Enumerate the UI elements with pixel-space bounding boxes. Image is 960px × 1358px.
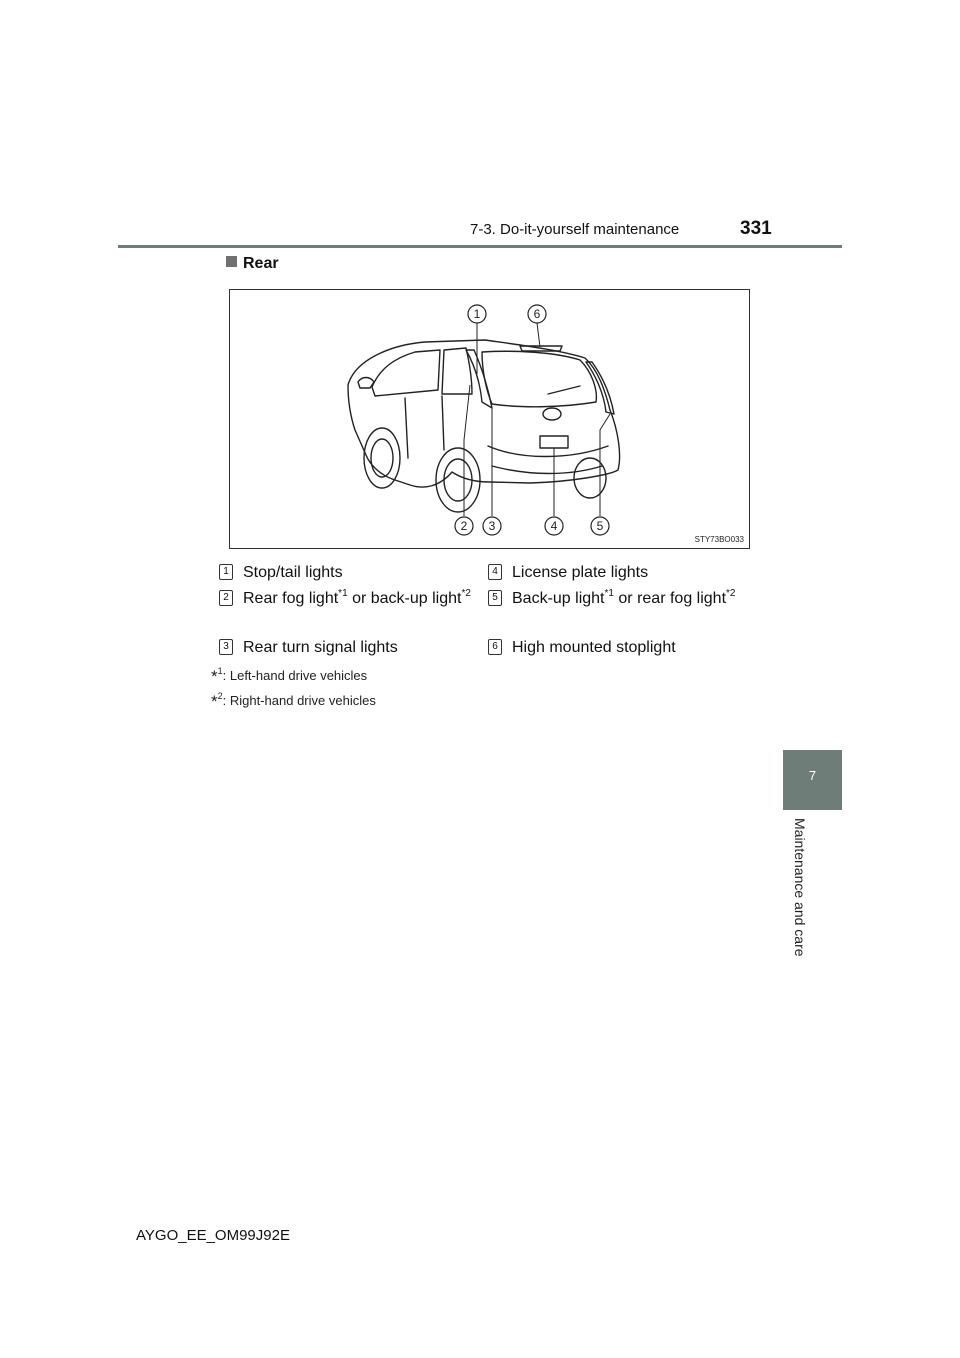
legend-number: 3	[219, 639, 233, 655]
footnote-1: *$^1$: Left-hand drive vehicles	[211, 666, 368, 686]
legend-number: 4	[488, 564, 502, 580]
header-rule	[118, 245, 842, 248]
section-heading-text: Rear	[243, 255, 279, 272]
legend-text: License plate lights	[512, 564, 649, 581]
legend-number: 6	[488, 639, 502, 655]
legend-text: Rear fog light$^{*1}$ or back-up light$^{*2}$	[243, 588, 471, 607]
callout-4: 4	[550, 519, 558, 533]
car-rear-drawing	[230, 290, 751, 550]
legend-text: Back-up light$^{*1}$ or rear fog light$^{*2}$	[512, 588, 736, 607]
legend-number: 1	[219, 564, 233, 580]
callout-6: 6	[533, 307, 541, 321]
chapter-tab-number: 7	[808, 768, 817, 783]
figure-code: STY73BO033	[694, 535, 744, 544]
callout-3: 3	[488, 519, 496, 533]
legend-text: Stop/tail lights	[243, 564, 343, 581]
document-code: AYGO_EE_OM99J92E	[136, 1227, 290, 1244]
rear-lights-illustration	[229, 289, 750, 549]
legend-text: Rear turn signal lights	[243, 639, 398, 656]
chapter-tab	[783, 750, 842, 810]
callout-1: 1	[473, 307, 481, 321]
callout-2: 2	[460, 519, 468, 533]
page-number: 331	[740, 218, 772, 239]
running-header-section: 7-3. Do-it-yourself maintenance	[470, 221, 680, 238]
legend-number: 5	[488, 590, 502, 606]
legend-text: High mounted stoplight	[512, 639, 676, 656]
legend-number: 2	[219, 590, 233, 606]
callout-5: 5	[596, 519, 604, 533]
footnote-2: *$^2$: Right-hand drive vehicles	[211, 691, 376, 711]
heading-square-icon	[226, 256, 237, 267]
section-heading	[226, 255, 279, 273]
chapter-tab-label: Maintenance and care	[792, 818, 808, 957]
